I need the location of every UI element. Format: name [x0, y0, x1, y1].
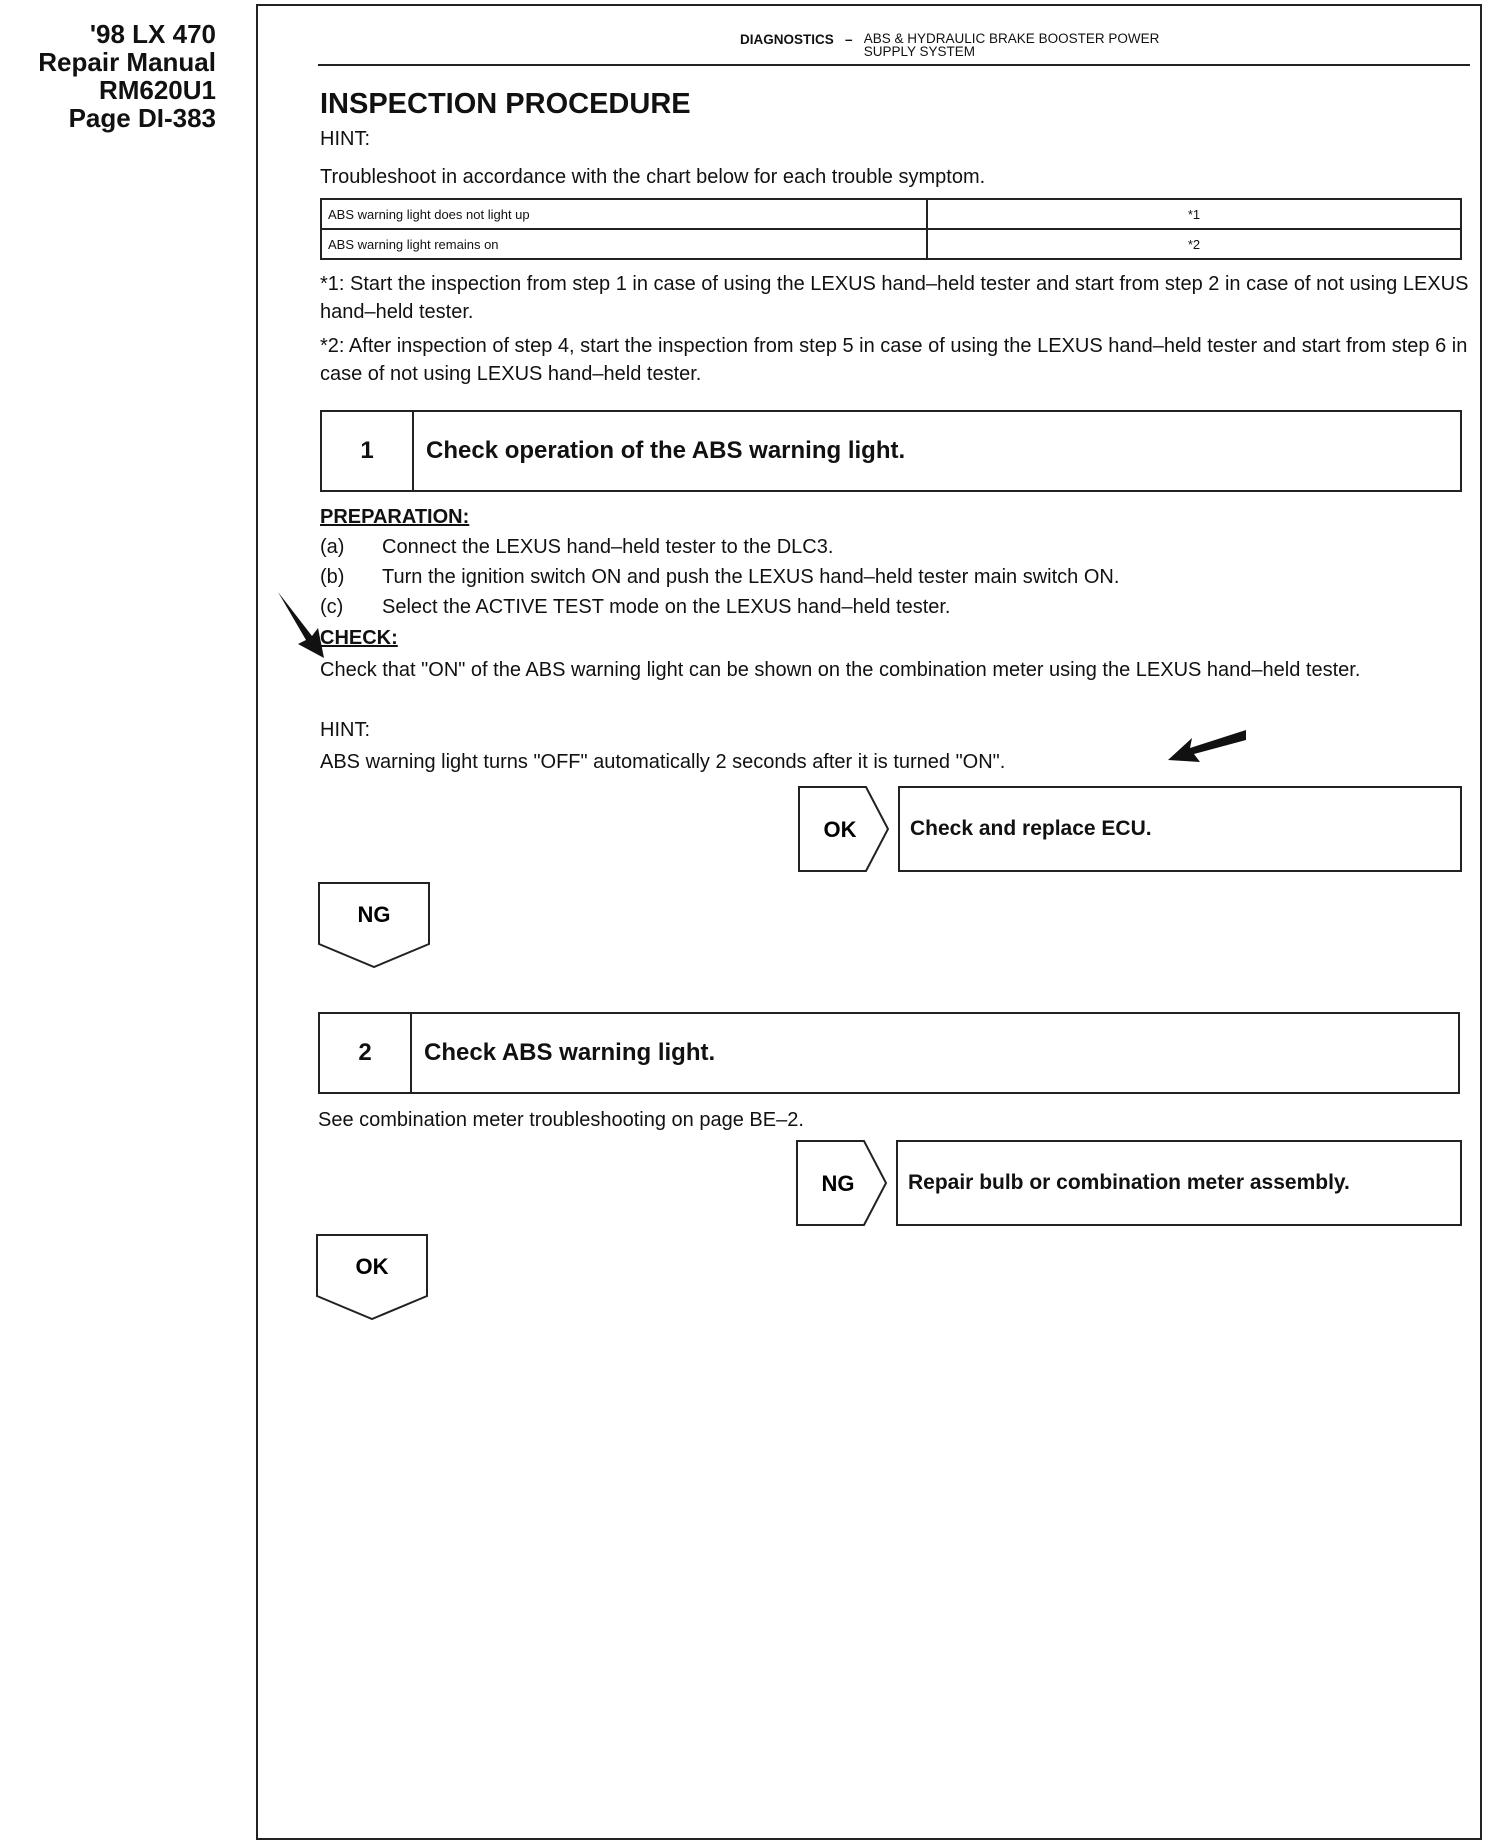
manual-label: Repair Manual [38, 47, 216, 77]
step-1-box [320, 410, 1462, 492]
section-label: DIAGNOSTICS [740, 32, 834, 47]
system-label: ABS & HYDRAULIC BRAKE BOOSTER POWER SUPPLY SYSTEM [863, 31, 1160, 59]
note-1: *1: Start the inspection from step 1 in case of using the LEXUS hand–held tester and start from step 2 in case of not using LEXUS hand–held tester. [320, 273, 1469, 323]
pointer-arrow-icon [1166, 726, 1248, 766]
preparation-item-b: (b) Turn the ignition switch ON and push the LEXUS hand–held tester main switch ON. [320, 566, 1120, 588]
page-number: Page DI-383 [68, 103, 216, 133]
ng-label: NG [821, 1171, 855, 1196]
symptom-table [320, 198, 1462, 260]
manual-reference [0, 20, 216, 132]
symptom-cell: ABS warning light remains on [321, 229, 927, 259]
ng-label: NG [357, 902, 391, 927]
table-row [321, 199, 1461, 229]
model-label: '98 LX 470 [89, 19, 216, 49]
check-text: Check that "ON" of the ABS warning light can be shown on the combination meter using the LEXUS hand–held tester. [320, 659, 1361, 681]
step-1-result-text: Check and replace ECU. [910, 817, 1152, 840]
preparation-item-a: (a) Connect the LEXUS hand–held tester to the DLC3. [320, 536, 834, 558]
ok-continue-arrow [316, 1234, 428, 1320]
pointer-arrow-icon [276, 590, 328, 662]
check-heading: CHECK: [320, 627, 398, 649]
header-divider [318, 64, 1470, 66]
preparation-item-c: (c) Select the ACTIVE TEST mode on the LEXUS hand–held tester. [320, 596, 951, 618]
note-2: *2: After inspection of step 4, start the inspection from step 5 in case of using the LEXUS hand–held tester and start from step 6 in case of not using LEXUS hand–held tester. [320, 335, 1468, 385]
step-2-result-box [896, 1140, 1462, 1226]
manual-code: RM620U1 [98, 75, 216, 105]
ok-arrow-box [798, 786, 890, 872]
preparation-heading: PREPARATION: [320, 506, 470, 528]
step-2-title: Check ABS warning light. [424, 1039, 716, 1066]
step-2-text: See combination meter troubleshooting on page BE–2. [318, 1109, 804, 1131]
step-2-box [318, 1012, 1460, 1094]
step-1-title: Check operation of the ABS warning light. [426, 437, 906, 464]
step-1-number: 1 [322, 412, 414, 490]
ng-continue-arrow [318, 882, 430, 968]
hint-text: ABS warning light turns "OFF" automatically 2 seconds after it is turned "ON". [320, 751, 1006, 773]
hint-heading: HINT: [320, 719, 370, 741]
code-cell: *1 [927, 199, 1461, 229]
ok-label: OK [355, 1254, 389, 1279]
header-dash: – [845, 32, 853, 47]
step-2-number: 2 [320, 1014, 412, 1092]
intro-text: Troubleshoot in accordance with the chart below for each trouble symptom. [320, 166, 986, 188]
step-1-result-box [898, 786, 1462, 872]
table-row [321, 229, 1461, 259]
step-2-result-text: Repair bulb or combination meter assembly. [908, 1171, 1350, 1194]
code-cell: *2 [927, 229, 1461, 259]
intro-hint-heading: HINT: [320, 128, 370, 150]
page-header [740, 32, 1159, 58]
ok-label: OK [823, 817, 857, 842]
ng-arrow-box [796, 1140, 888, 1226]
page-title: INSPECTION PROCEDURE [320, 88, 691, 120]
symptom-cell: ABS warning light does not light up [321, 199, 927, 229]
